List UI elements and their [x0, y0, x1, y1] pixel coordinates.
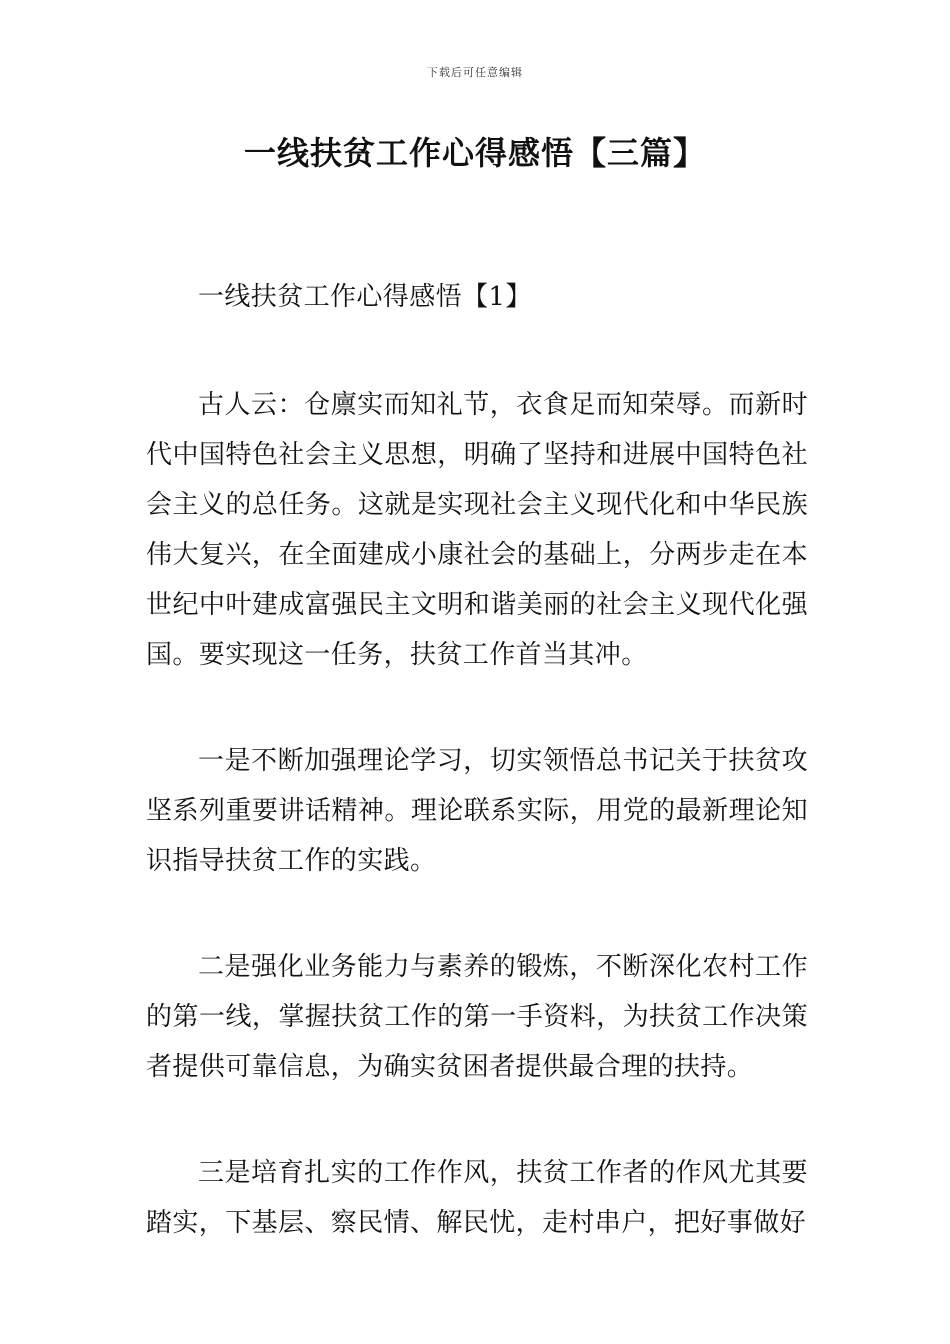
spacer [146, 886, 808, 942]
document-body [146, 272, 808, 1248]
paragraph: 二是强化业务能力与素养的锻炼，不断深化农村工作的第一线，掌握扶贫工作的第一手资料，为扶贫工作决策者提供可靠信息，为确实贫困者提供最合理的扶持。 [146, 952, 808, 1082]
paragraph: 古人云：仓廪实而知礼节，衣食足而知荣辱。而新时代中国特色社会主义思想，明确了坚持和进展中国特色社会主义的总任务。这就是实现社会主义现代化和中华民族伟大复兴，在全面建成小康社会的基础上，分两步走在本世纪中叶建成富强民主文明和谐美丽的社会主义现代化强国。要实现这一任务，扶贫工作首当其冲。 [146, 390, 808, 670]
paragraph: 一是不断加强理论学习，切实领悟总书记关于扶贫攻坚系列重要讲话精神。理论联系实际，用党的最新理论知识指导扶贫工作的实践。 [146, 746, 808, 876]
document-title: 一线扶贫工作心得感悟【三篇】 [243, 134, 706, 172]
spacer [146, 1092, 808, 1148]
spacer [146, 680, 808, 736]
paragraph: 三是培育扎实的工作作风，扶贫工作者的作风尤其要踏实，下基层、察民情、解民忧，走村串户，把好事做好 [146, 1158, 808, 1238]
spacer [146, 322, 808, 380]
header-note: 下载后可任意编辑 [427, 66, 523, 79]
section-heading: 一线扶贫工作心得感悟【1】 [198, 282, 532, 312]
